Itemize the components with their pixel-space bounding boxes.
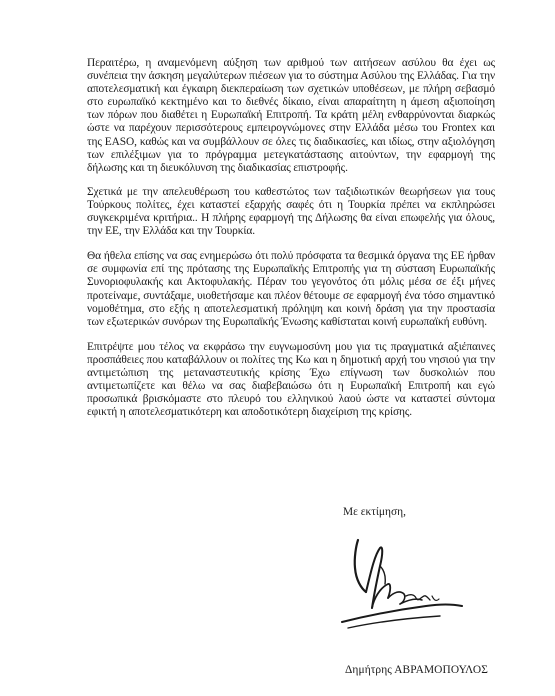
letter-body [87, 57, 495, 430]
signer-name: Δημήτρης ΑΒΡΑΜΟΠΟΥΛΟΣ [345, 664, 488, 676]
closing-salutation: Με εκτίμηση, [343, 506, 406, 518]
paragraph-visa-liberalisation: Σχετικά με την απελευθέρωση του καθεστώτος των ταξιδιωτικών θεωρήσεων για τους Τούρκους πολίτες, έχει καταστεί εξαρχής σαφές ότι η Τουρκία πρέπει να εκπληρώσει συγκεκριμένα κριτήρια.. Η πλήρης εφαρμογή της Δήλωσης θα είναι επωφελής για όλους, την ΕΕ, την Ελλάδα και την Τουρκία. [87, 185, 495, 238]
handwritten-signature [336, 536, 471, 646]
paragraph-border-guard: Θα ήθελα επίσης να σας ενημερώσω ότι πολύ πρόσφατα τα θεσμικά όργανα της ΕΕ ήρθαν σε συμφωνία επί της πρότασης της Ευρωπαϊκής Επιτροπής για τη σύσταση Ευρωπαϊκής Συνοριοφυλακής και Ακτοφυλακής. Πέραν του γεγονότος ότι μόλις μέσα σε έξι μήνες προτείναμε, συντάξαμε, υιοθετήσαμε και πλέον θέτουμε σε εφαρμογή ένα τόσο σημαντικό νομοθέτημα, στο εξής η αποτελεσματική πρόληψη και κοινή δράση για την προστασία των εξωτερικών συνόρων της Ευρωπαϊκής Ένωσης καθίσταται κοινή ευρωπαϊκή ευθύνη. [87, 250, 495, 328]
paragraph-asylum-pressure: Περαιτέρω, η αναμενόμενη αύξηση των αριθμού των αιτήσεων ασύλου θα έχει ως συνέπεια την άσκηση μεγαλύτερων πιέσεων για το σύστημα Ασύλου της Ελλάδας. Για την αποτελεσματική και έγκαιρη διεκπεραίωση των σχετικών υποθέσεων, με πλήρη σεβασμό στο ευρωπαϊκό κεκτημένο και το διεθνές δίκαιο, είναι απαραίτητη η άμεση αξιοποίηση των πόρων που διαθέτει η Ευρωπαϊκή Επιτροπή. Τα κράτη μέλη ενθαρρύνονται διαρκώς ώστε να παρέχουν περισσότερους εμπειρογνώμονες στην Ελλάδα μέσω του Frontex και της EASO, καθώς και να συμβάλλουν σε όλες τις διαδικασίες, και ιδίως, στην αξιολόγηση των επιλέξιμων για το πρόγραμμα μετεγκατάστασης αιτούντων, την εφαρμογή της δήλωσης και τη διευκόλυνση της διαδικασίας επιστροφής. [87, 57, 495, 174]
paragraph-gratitude-kos: Επιτρέψτε μου τέλος να εκφράσω την ευγνωμοσύνη μου για τις πραγματικά αξιέπαινες προσπάθειες που καταβάλλουν οι πολίτες της Κω και η δημοτική αρχή του νησιού για την αντιμετώπιση της μεταναστευτικής κρίσης Έχω επίγνωση των δυσκολιών που αντιμετωπίζετε και θέλω να σας διαβεβαιώσω ότι η Ευρωπαϊκή Επιτροπή και εγώ προσωπικά βρισκόμαστε στο πλευρό του ελληνικού λαού ώστε να καταστεί σύντομα εφικτή η αποτελεσματικότερη και αποδοτικότερη διαχείριση της κρίσης. [87, 340, 495, 419]
